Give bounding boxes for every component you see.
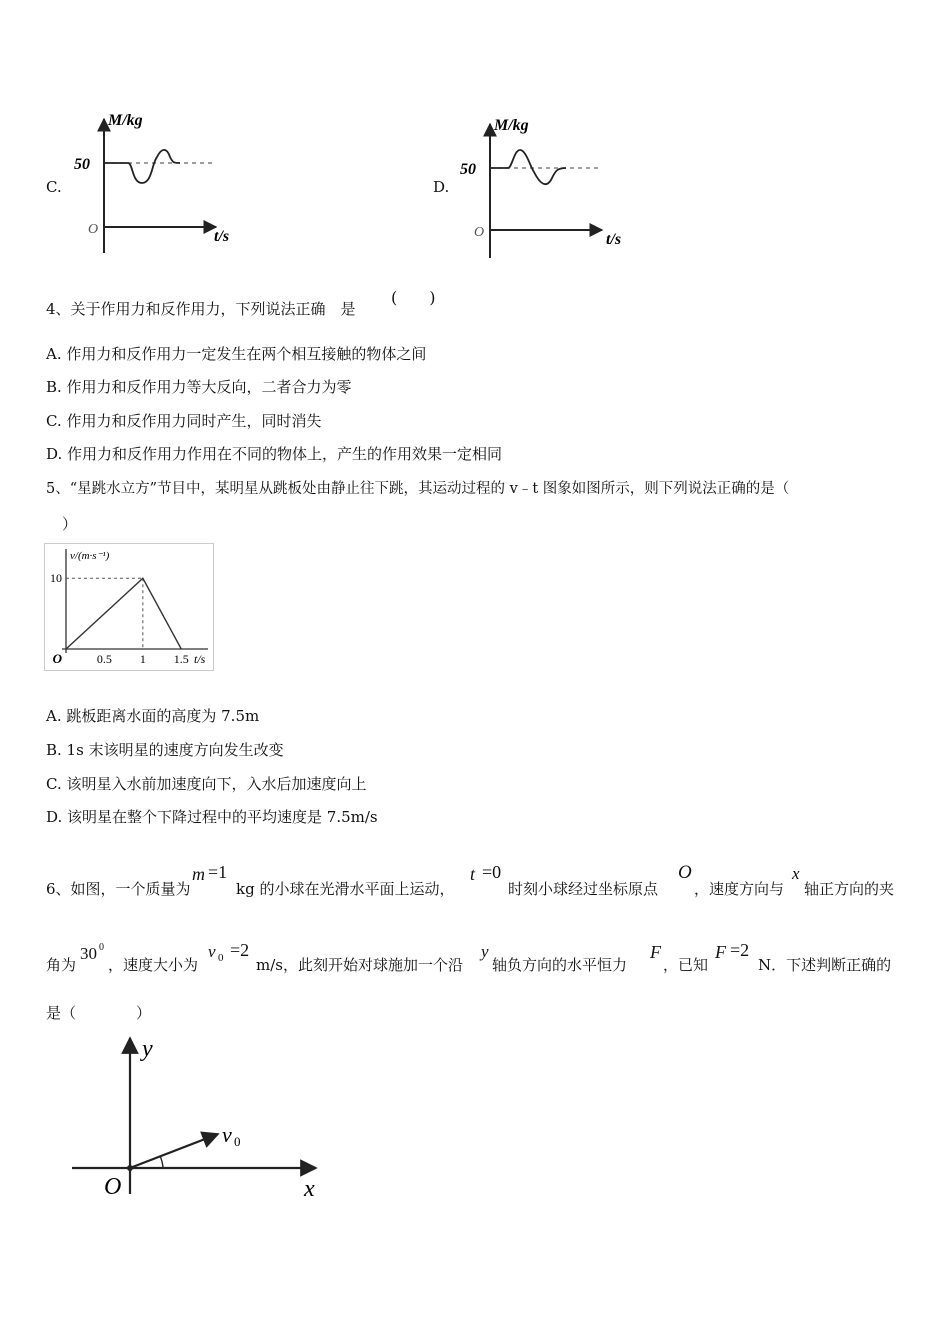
q6-l2-text-4: 轴负方向的水平恒力 <box>492 956 628 974</box>
q6-angle-degree: 0 <box>99 942 104 953</box>
graph-c <box>70 105 250 255</box>
q6-eq-3: =2 <box>230 940 250 960</box>
q6-var-F: F <box>650 942 661 962</box>
vt-chart <box>44 543 214 671</box>
x-axis-label: x <box>304 1176 315 1202</box>
q4-answer-paren: ( ) <box>391 288 436 307</box>
q5-stem: 5、“星跳水立方”节目中，某明星从跳板处由静止往下跳，其运动过程的 v﹣t 图象如图所示，则下列说法正确的是（ <box>46 481 790 497</box>
velocity-label: v <box>222 1122 232 1147</box>
origin-label: O <box>52 651 62 666</box>
x-tick-label: 1.5 <box>173 652 189 666</box>
q6-line-3: 是（ ） <box>46 1004 152 1022</box>
q4-stem: 4、关于作用力和反作用力，下列说法正确 是 <box>46 300 356 318</box>
q6-var-O: O <box>678 862 692 883</box>
q6-var-y: y <box>481 942 489 961</box>
q6-eq-4: =2 <box>730 940 750 960</box>
q5-option-a: A. 跳板距离水面的高度为 7.5m <box>46 707 260 725</box>
q6-var-t: t <box>470 864 476 884</box>
y-axis-label: M/kg <box>108 112 143 129</box>
q4-option-d: D. 作用力和反作用力作用在不同的物体上，产生的作用效果一定相同 <box>46 445 503 463</box>
q6-l1-text-5: 轴正方向的夹 <box>804 880 895 898</box>
q6-l2-text-5: ，已知 <box>663 956 709 974</box>
y-tick-label: 10 <box>50 571 62 586</box>
q6-l2-text-6: N．下述判断正确的 <box>758 956 892 974</box>
velocity-vector <box>130 1134 218 1168</box>
velocity-series-line <box>66 578 181 649</box>
q6-var-F-2: F <box>715 942 726 962</box>
q5-stem-end: ） <box>62 515 78 533</box>
q5-option-c: C. 该明星入水前加速度向下，入水后加速度向上 <box>46 775 367 793</box>
velocity-label-sub: 0 <box>234 1134 241 1149</box>
graph-d <box>456 110 636 260</box>
x-axis-label: t/s <box>194 652 206 666</box>
y-axis-label: M/kg <box>494 117 529 134</box>
q6-eq-2: =0 <box>482 862 502 882</box>
q6-l2-text-2: ，速度大小为 <box>108 956 199 974</box>
x-axis-label: t/s <box>606 231 622 248</box>
x-axis-label: t/s <box>214 228 230 245</box>
q5-option-b: B. 1s 末该明星的速度方向发生改变 <box>46 741 284 759</box>
origin-label: O <box>474 225 485 240</box>
q6-l2-text-3: m/s，此刻开始对球施加一个沿 <box>256 956 463 974</box>
q6-coordinate-figure <box>60 1030 340 1210</box>
origin-label: O <box>104 1174 122 1200</box>
q4-option-c: C. 作用力和反作用力同时产生，同时消失 <box>46 412 322 430</box>
y-axis-label: v/(m·s⁻¹) <box>70 550 110 562</box>
q6-var-v: v <box>208 942 216 961</box>
mass-curve <box>490 150 566 184</box>
tick-label: 50 <box>74 156 90 173</box>
q6-l2-text-1: 角为 <box>46 956 77 974</box>
q6-l1-text-3: 时刻小球经过坐标原点 <box>508 880 659 898</box>
q6-l1-text-1: 6、如图，一个质量为 <box>46 880 191 898</box>
origin-dot <box>127 1165 133 1171</box>
origin-label: O <box>88 222 99 237</box>
x-tick-label: 0.5 <box>96 652 112 666</box>
q6-var-m: m <box>192 864 205 884</box>
q5-option-d: D. 该明星在整个下降过程中的平均速度是 7.5m/s <box>46 808 378 826</box>
q6-var-v-sub: 0 <box>218 952 224 964</box>
option-c-label: C. <box>46 178 62 196</box>
q6-l1-text-4: ，速度方向与 <box>694 880 785 898</box>
tick-label: 50 <box>460 161 476 178</box>
q4-option-b: B. 作用力和反作用力等大反向，二者合力为零 <box>46 378 352 396</box>
q6-angle: 30 <box>80 944 97 963</box>
q4-option-a: A. 作用力和反作用力一定发生在两个相互接触的物体之间 <box>46 345 427 363</box>
option-d-label: D. <box>433 178 450 196</box>
q6-l1-text-2: kg 的小球在光滑水平面上运动， <box>236 880 455 898</box>
y-axis-label: y <box>142 1036 153 1062</box>
angle-arc <box>160 1156 163 1168</box>
q6-eq-1: =1 <box>208 862 228 882</box>
q6-var-x: x <box>792 864 800 883</box>
x-tick-label: 1 <box>139 652 146 666</box>
mass-curve <box>104 150 180 183</box>
